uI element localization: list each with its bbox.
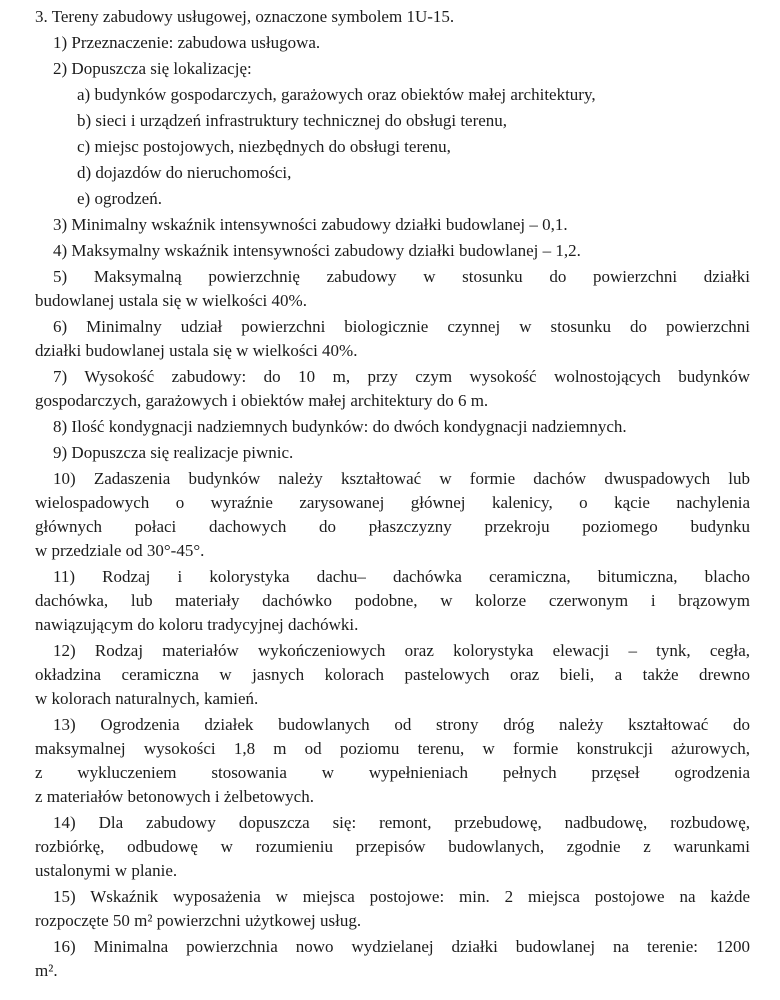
item-5 <box>35 265 750 313</box>
text-line: w przedziale od 30°-45°. <box>35 541 205 560</box>
text-line: gospodarczych, garażowych i obiektów małej architektury do 6 m. <box>35 391 489 410</box>
text-line: 5) Maksymalną powierzchnię zabudowy w stosunku do powierzchni działki <box>53 267 750 286</box>
text-line: budowlanej ustala się w wielkości 40%. <box>35 291 307 310</box>
text-line: e) ogrodzeń. <box>77 189 162 208</box>
text-line: rozpoczęte 50 m² powierzchni użytkowej usług. <box>35 911 362 930</box>
text-line: 11) Rodzaj i kolorystyka dachu– dachówka ceramiczna, bitumiczna, blacho <box>53 567 750 586</box>
text-line: okładzina ceramiczna w jasnych kolorach pastelowych oraz bieli, a także drewno <box>35 665 750 684</box>
text-line: 6) Minimalny udział powierzchni biologicznie czynnej w stosunku do powierzchni <box>53 317 750 336</box>
text-line: 12) Rodzaj materiałów wykończeniowych oraz kolorystyka elewacji – tynk, cegła, <box>53 641 750 660</box>
text-line: c) miejsc postojowych, niezbędnych do obsługi terenu, <box>77 137 451 156</box>
text-line: 2) Dopuszcza się lokalizację: <box>53 59 252 78</box>
item-3 <box>35 213 750 237</box>
item-13 <box>35 713 750 809</box>
text-line: 4) Maksymalny wskaźnik intensywności zabudowy działki budowlanej – 1,2. <box>53 241 581 260</box>
item-2a <box>35 83 750 107</box>
item-7 <box>35 365 750 413</box>
text-line: rozbiórkę, odbudowę w rozumieniu przepisów budowlanych, zgodnie z warunkami <box>35 837 750 856</box>
text-line: z materiałów betonowych i żelbetowych. <box>35 787 314 806</box>
text-line: dachówka, lub materiały dachówko podobne, w kolorze czerwonym i brązowym <box>35 591 750 610</box>
text-line: działki budowlanej ustala się w wielkości 40%. <box>35 341 358 360</box>
text-line: a) budynków gospodarczych, garażowych oraz obiektów małej architektury, <box>77 85 596 104</box>
text-line: 9) Dopuszcza się realizacje piwnic. <box>53 443 294 462</box>
item-10 <box>35 467 750 563</box>
item-2d <box>35 161 750 185</box>
item-15 <box>35 885 750 933</box>
text-line: 7) Wysokość zabudowy: do 10 m, przy czym wysokość wolnostojących budynków <box>53 367 750 386</box>
text-line: 3. Tereny zabudowy usługowej, oznaczone symbolem 1U-15. <box>35 7 455 26</box>
text-line: w kolorach naturalnych, kamień. <box>35 689 259 708</box>
text-line: 13) Ogrodzenia działek budowlanych od strony dróg należy kształtować do <box>53 715 750 734</box>
text-line: 1) Przeznaczenie: zabudowa usługowa. <box>53 33 321 52</box>
text-line: m². <box>35 961 58 980</box>
item-8 <box>35 415 750 439</box>
item-1 <box>35 31 750 55</box>
text-line: 10) Zadaszenia budynków należy kształtować w formie dachów dwuspadowych lub <box>53 469 750 488</box>
text-line: z wykluczeniem stosowania w wypełnieniach pełnych przęseł ogrodzenia <box>35 763 750 782</box>
item-14 <box>35 811 750 883</box>
item-12 <box>35 639 750 711</box>
text-line: maksymalnej wysokości 1,8 m od poziomu terenu, w formie konstrukcji ażurowych, <box>35 739 750 758</box>
text-line: d) dojazdów do nieruchomości, <box>77 163 292 182</box>
text-line: 8) Ilość kondygnacji nadziemnych budynków: do dwóch kondygnacji nadziemnych. <box>53 417 627 436</box>
item-4 <box>35 239 750 263</box>
text-line: 3) Minimalny wskaźnik intensywności zabudowy działki budowlanej – 0,1. <box>53 215 568 234</box>
section-heading-3 <box>35 5 750 29</box>
item-2c <box>35 135 750 159</box>
item-11 <box>35 565 750 637</box>
item-16 <box>35 935 750 983</box>
item-2b <box>35 109 750 133</box>
item-2e <box>35 187 750 211</box>
text-line: 15) Wskaźnik wyposażenia w miejsca postojowe: min. 2 miejsca postojowe na każde <box>53 887 750 906</box>
item-6 <box>35 315 750 363</box>
item-9 <box>35 441 750 465</box>
text-line: nawiązującym do koloru tradycyjnej dachówki. <box>35 615 359 634</box>
item-2 <box>35 57 750 81</box>
text-line: 16) Minimalna powierzchnia nowo wydzielanej działki budowlanej na terenie: 1200 <box>53 937 750 956</box>
text-line: wielospadowych o wyraźnie zarysowanej głównej kalenicy, o kącie nachylenia <box>35 493 750 512</box>
text-line: ustalonymi w planie. <box>35 861 178 880</box>
text-line: głównych połaci dachowych do płaszczyzny przekroju poziomego budynku <box>35 517 750 536</box>
text-line: b) sieci i urządzeń infrastruktury technicznej do obsługi terenu, <box>77 111 508 130</box>
text-line: 14) Dla zabudowy dopuszcza się: remont, przebudowę, nadbudowę, rozbudowę, <box>53 813 750 832</box>
